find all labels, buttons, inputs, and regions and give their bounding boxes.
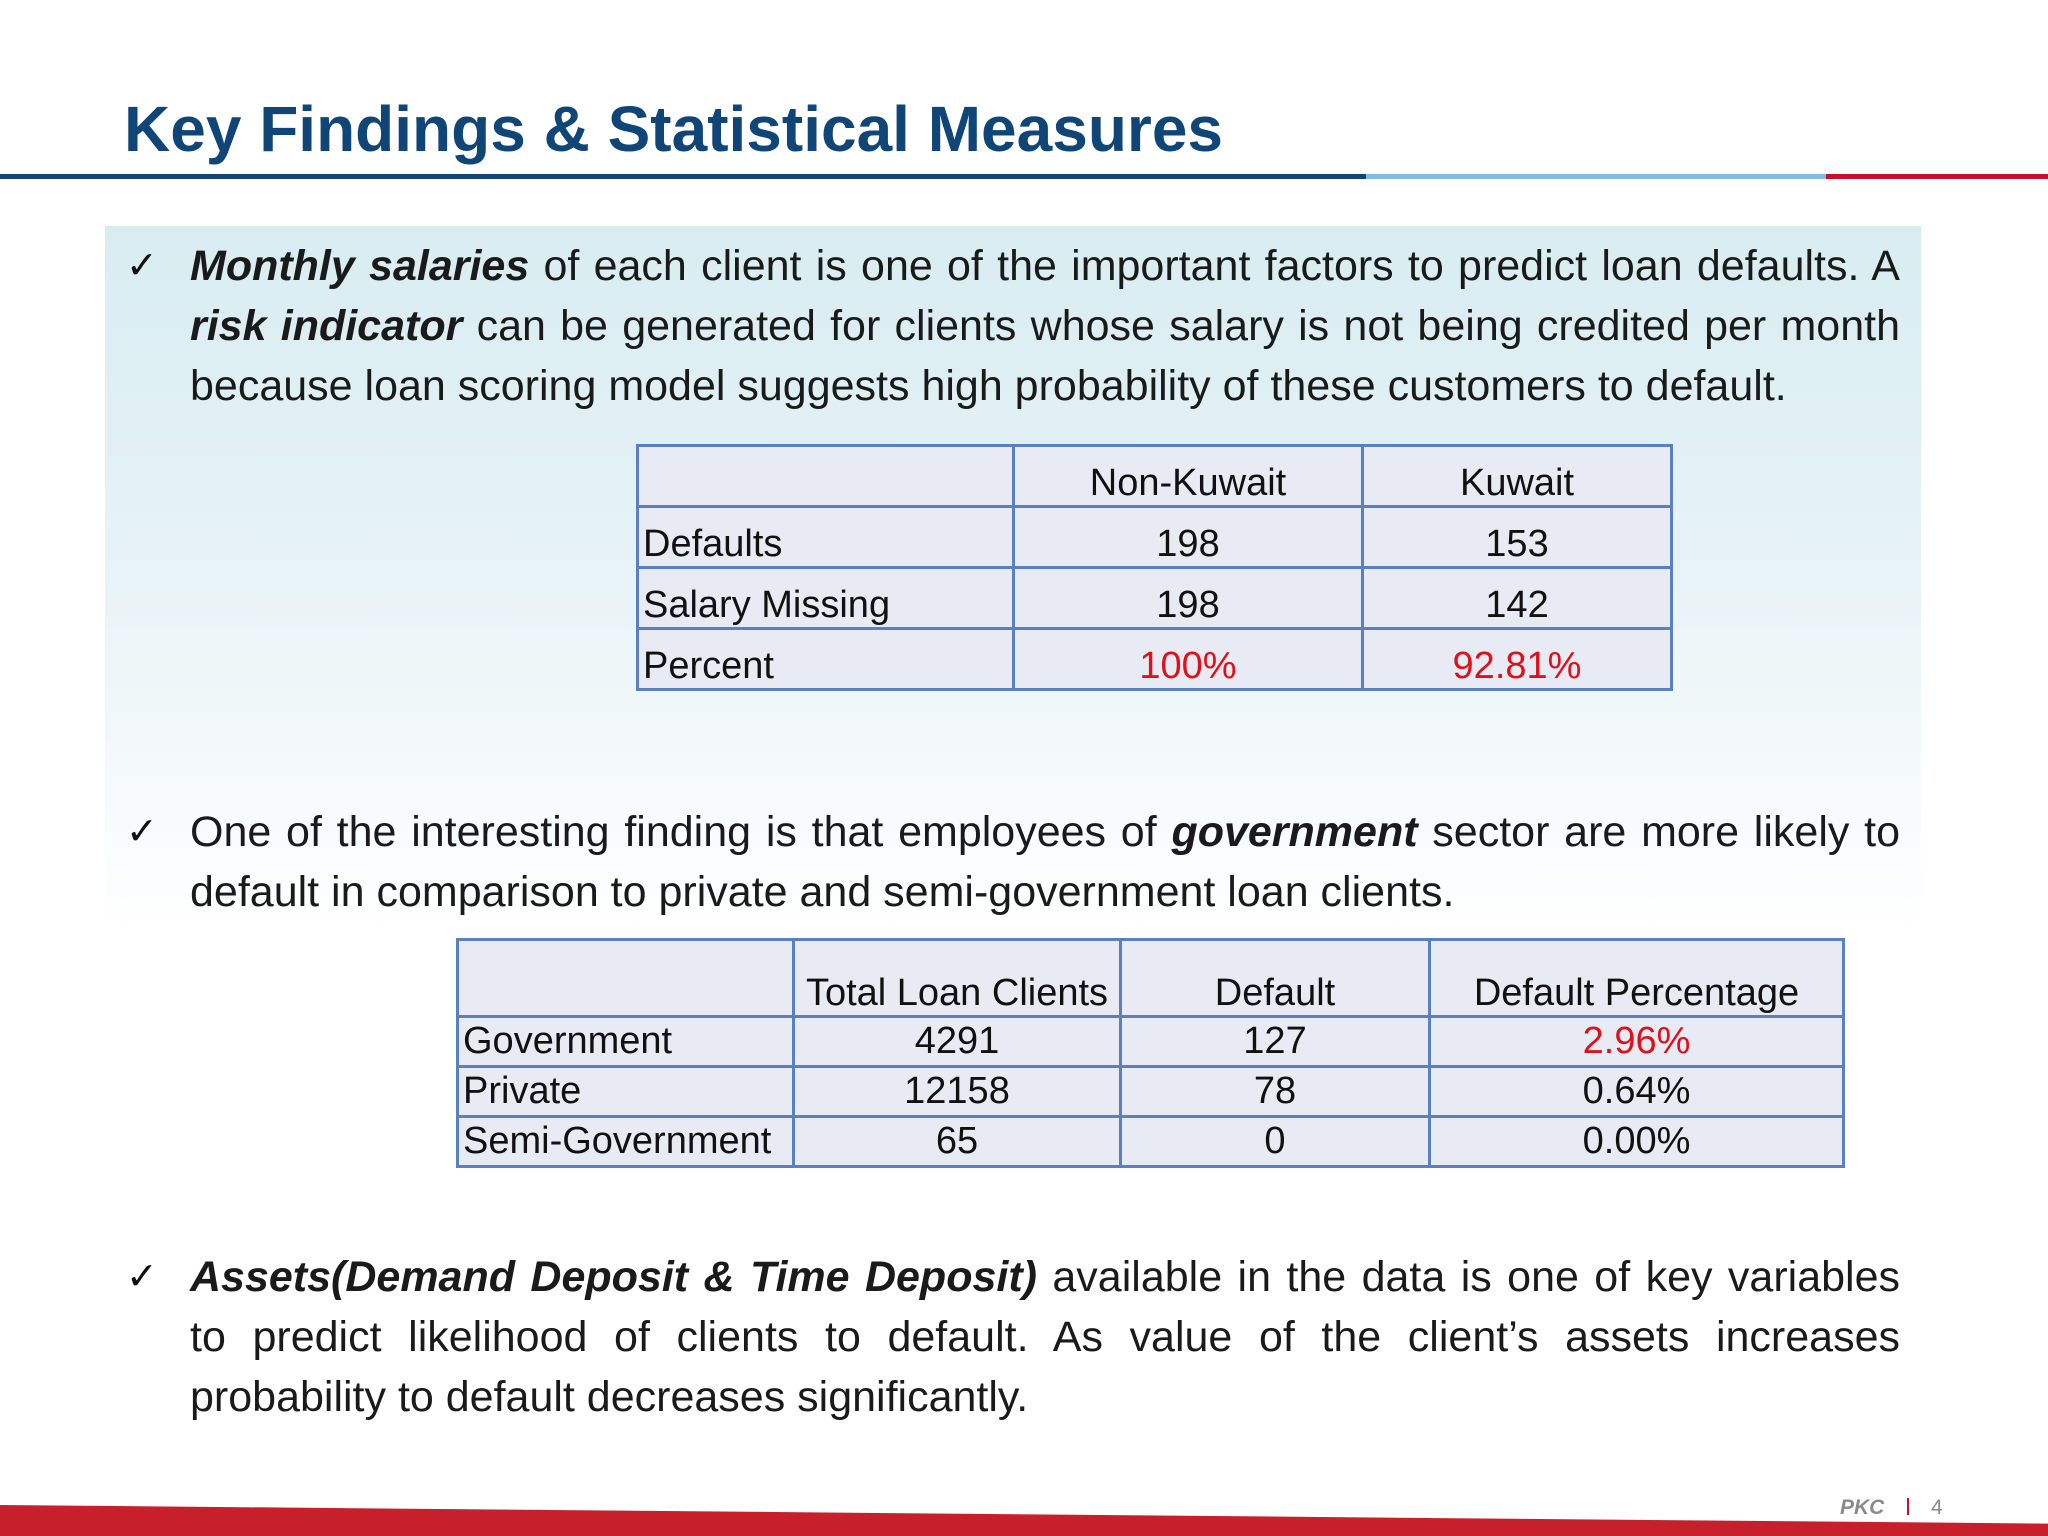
bullet-government-text-2: sector are more likely to default in comparison to private and semi-government loan clients. [190,808,1900,916]
table-row [458,1117,1844,1167]
table-cell: 78 [1121,1067,1430,1117]
bullet-government [126,802,1900,922]
checkmark-icon: ✓ [126,811,158,853]
table-cell: 0.00% [1430,1117,1844,1167]
table-cell: 4291 [794,1017,1121,1067]
table-header-cell: Default [1121,940,1430,1017]
table-row [638,629,1672,690]
footer-brand: PKC [1840,1496,1885,1519]
row-label: Private [458,1067,794,1117]
table-cell: 12158 [794,1067,1121,1117]
checkmark-icon: ✓ [126,1256,158,1298]
row-label: Percent [638,629,1014,690]
checkmark-icon: ✓ [126,245,158,287]
table-row [458,1017,1844,1067]
footer-bar [0,1505,2048,1536]
bullet-assets-text-1: available in the data is one of key variables to predict likelihood of clients to default. As value of the client’s assets increases probability to default decreases significantly. [190,1253,1900,1421]
table-cell [638,446,1014,507]
bullet-government-text-1: One of the interesting finding is that employees of [190,808,1172,856]
bullet-salaries-text-2: can be generated for clients whose salary is not being credited per month because loan scoring model suggests high probability of these customers to default. [190,302,1901,410]
table-row [638,507,1672,568]
row-label: Government [458,1017,794,1067]
table-cell: 198 [1014,568,1363,629]
highlight-cell: 92.81% [1363,629,1672,690]
row-label: Defaults [638,507,1014,568]
title-underline-light [1366,174,1826,179]
sector-default-table [456,938,1845,1168]
salary-missing-table [636,444,1673,691]
bullet-government-bold-1: government [1171,808,1418,856]
table-cell: 142 [1363,568,1672,629]
footer-separator [1907,1498,1909,1515]
bullet-assets-bold-1: Assets(Demand Deposit & Time Deposit) [190,1253,1037,1301]
highlight-cell: 2.96% [1430,1017,1844,1067]
table-header-row [458,940,1844,1017]
table-header-cell: Total Loan Clients [794,940,1121,1017]
bullet-assets [126,1247,1900,1427]
table-header-row [638,446,1672,507]
table-header-cell: Kuwait [1363,446,1672,507]
title-underline-dark [0,174,1366,179]
row-label: Semi-Government [458,1117,794,1167]
table-header-cell: Non-Kuwait [1014,446,1363,507]
table-row [638,568,1672,629]
table-row [458,1067,1844,1117]
highlight-cell: 100% [1014,629,1363,690]
table-cell [458,940,794,1017]
bullet-salaries-bold-1: Monthly salaries [190,242,530,290]
table-cell: 153 [1363,507,1672,568]
bullet-salaries-bold-2: risk indicator [190,302,463,350]
table-cell: 65 [794,1117,1121,1167]
row-label: Salary Missing [638,568,1014,629]
table-header-cell: Default Percentage [1430,940,1844,1017]
bullet-salaries [126,236,1901,416]
page-number: 4 [1931,1496,1943,1519]
table-cell: 127 [1121,1017,1430,1067]
slide-title: Key Findings & Statistical Measures [124,93,1223,165]
table-cell: 0 [1121,1117,1430,1167]
table-cell: 0.64% [1430,1067,1844,1117]
bullet-salaries-text-1: of each client is one of the important factors to predict loan defaults. A [529,242,1900,290]
title-underline-red [1826,174,2048,179]
table-cell: 198 [1014,507,1363,568]
